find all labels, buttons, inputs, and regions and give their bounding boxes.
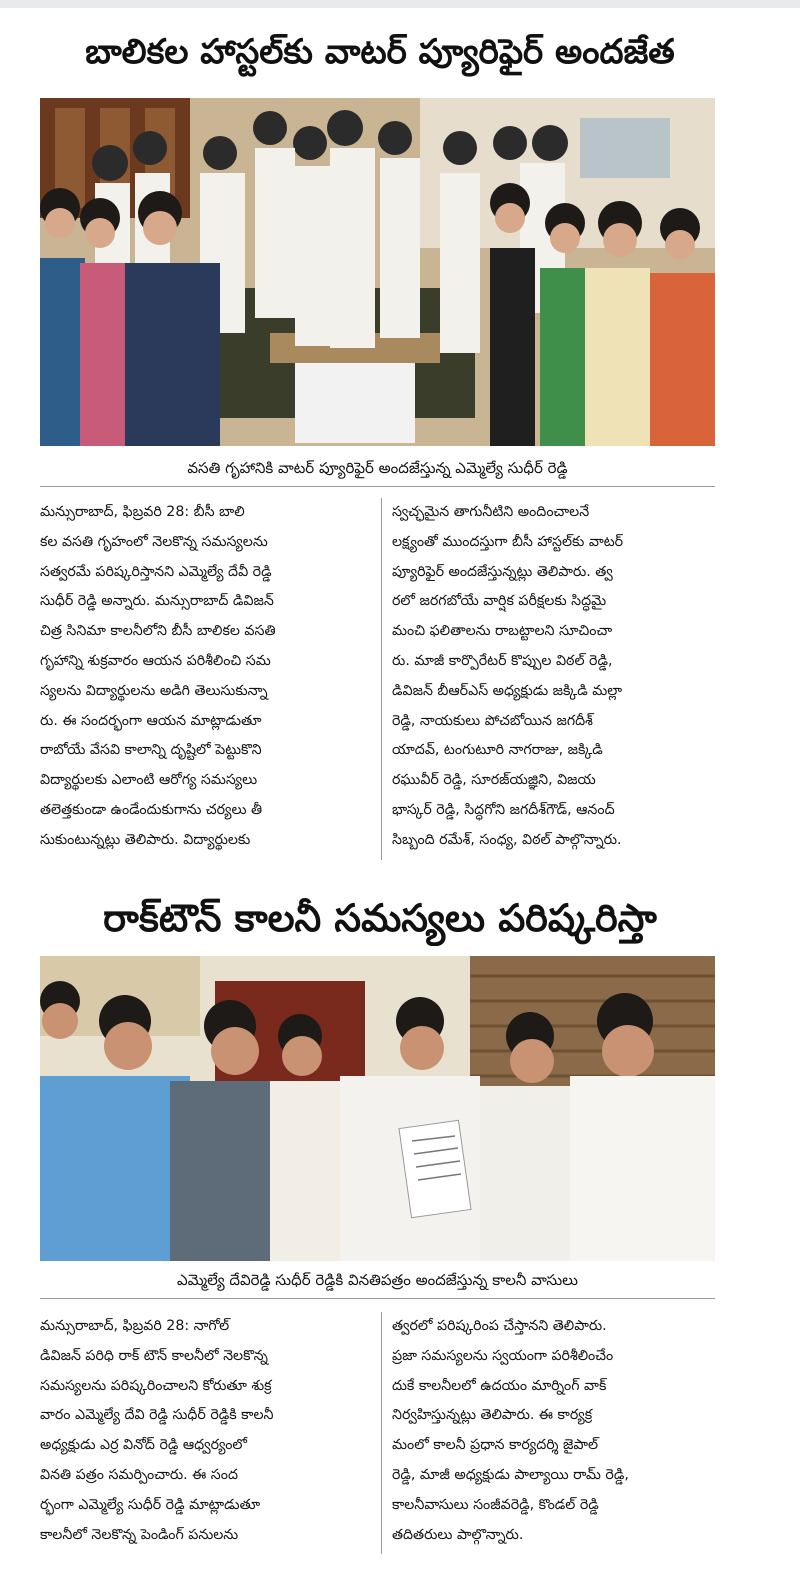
photo-caption-hostel: వసతి గృహానికి వాటర్ ప్యూరిఫైర్ అందజేస్తున్న ఎమ్మెల్యే సుధీర్ రెడ్డి (187, 459, 568, 477)
story1-col1-line: తలెత్తకుండా ఉండేందుకుగాను చర్యలు తీ (40, 801, 263, 818)
story1-col1-line: సుధీర్ రెడ్డి అన్నారు. మన్సురాబాద్ డివిజన్ (40, 593, 274, 610)
story1-column-2 (392, 498, 715, 856)
caption-divider (40, 486, 715, 487)
story1-col2-line: రలో జరగబోయే వార్షిక పరీక్షలకు సిద్ధమై (392, 593, 607, 610)
story2-col1-line: సమస్యలను పరిష్కరించాలని కోరుతూ శుక్ర (40, 1377, 272, 1394)
story2-col2-line: ప్రజా సమస్యలను స్వయంగా పరిశీలించేం (392, 1347, 614, 1364)
story1-col2-line: రఘువీర్ రెడ్డి, సూరజ్‌యజ్ఞిని, విజయ (392, 772, 596, 789)
story1-col1-line: గృహాన్ని శుక్రవారం ఆయన పరిశీలించి సమ (40, 652, 271, 669)
story1-col2-line: రు. మాజీ కార్పొరేటర్ కొప్పుల విఠల్ రెడ్డి, (392, 652, 613, 669)
story1-col1-line: కల వసతి గృహంలో నెలకొన్న సమస్యలను (40, 533, 268, 550)
story1-col2-line: భాస్కర్ రెడ్డి, సిద్ధగోని జగదీశ్‌గౌడ్, ఆనంద్ (392, 801, 615, 818)
caption-divider (40, 1298, 715, 1299)
story2-column-1 (40, 1312, 370, 1550)
photo-hostel-event-image (40, 98, 715, 446)
story1-col1-line: విద్యార్థులకు ఎలాంటి ఆరోగ్య సమస్యలు (40, 772, 258, 789)
story2-col1-line: వారం ఎమ్మెల్యే దేవి రెడ్డి సుధీర్ రెడ్డికి కాలనీ (40, 1407, 274, 1424)
photo-colony-petition-image (40, 956, 715, 1261)
story1-col1-line: సుకుంటున్నట్లు తెలిపారు. విద్యార్థులకు (40, 831, 251, 848)
story2-col2-line: దుకే కాలనీలలో ఉదయం మార్నింగ్ వాక్ (392, 1377, 607, 1394)
story1-col1-line: చిత్ర సినిమా కాలనీలోని బీసీ బాలికల వసతి (40, 623, 276, 640)
story1-col2-line: మంచి ఫలితాలను రాబట్టాలని సూచించా (392, 623, 613, 640)
headline-hostel-water-purifier: బాలికల హాస్టల్‌కు వాటర్ ప్యూరిఫైర్ అందజేత (85, 32, 675, 72)
photo-hostel-event (40, 98, 715, 446)
story1-col2-line: రెడ్డి, నాయకులు పోచబోయిన జగదీశ్ (392, 712, 593, 729)
story1-col2-line: స్వచ్ఛమైన తాగునీటిని అందించాలనే (392, 504, 590, 520)
story2-col2-line: తదితరులు పాల్గొన్నారు. (392, 1526, 524, 1543)
story2-col2-line: కాలనీవాసులు సంజీవరెడ్డి, కొండల్ రెడ్డి (392, 1496, 599, 1513)
story2-col1-line: కాలనీలో నెలకొన్న పెండింగ్ పనులను (40, 1526, 239, 1543)
story1-col1-line: మన్సురాబాద్, ఫిబ్రవరి 28: బీసీ బాలి (40, 504, 245, 520)
story1-col1-line: సత్వరమే పరిష్కరిస్తానని ఎమ్మెల్యే దేవీ రెడ్డి (40, 563, 272, 580)
story2-col1-line: ర్భంగా ఎమ్మెల్యే సుధీర్ రెడ్డి మాట్లాడుతూ (40, 1496, 261, 1513)
top-strip (0, 0, 800, 8)
story2-col1-line: వినతి పత్రం సమర్పించారు. ఈ సంద (40, 1466, 238, 1483)
column-divider (381, 498, 382, 860)
story2-col2-line: రెడ్డి, మాజీ అధ్యక్షుడు పాల్యాయి రామ్ రెడ్డి, (392, 1466, 629, 1483)
photo-colony-petition (40, 956, 715, 1261)
headline-rock-town-colony: రాక్‌టౌన్ కాలనీ సమస్యలు పరిష్కరిస్తా (103, 896, 657, 940)
story1-col1-line: స్యలను విద్యార్థులను అడిగి తెలుసుకున్నా (40, 682, 268, 699)
story2-col2-line: మంలో కాలనీ ప్రధాన కార్యదర్శి జైపాల్ (392, 1437, 599, 1454)
story2-col1-line: మన్సురాబాద్, ఫిబ్రవరి 28: నాగోల్ (40, 1318, 230, 1334)
story2-col1-line: అధ్యక్షుడు ఎర్ర వినోద్ రెడ్డి ఆధ్వర్యంలో (40, 1437, 247, 1454)
story2-col2-line: త్వరలో పరిష్కరింప చేస్తానని తెలిపారు. (392, 1318, 607, 1334)
story1-column-1 (40, 498, 370, 856)
story2-col1-line: డివిజన్ పరిధి రాక్ టౌన్ కాలనీలో నెలకొన్న (40, 1347, 268, 1364)
story2-column-2 (392, 1312, 715, 1550)
story1-col1-line: రాబోయే వేసవి కాలాన్ని దృష్టిలో పెట్టుకొని (40, 742, 262, 759)
column-divider (381, 1312, 382, 1554)
story2-col2-line: నిర్వహిస్తున్నట్లు తెలిపారు. ఈ కార్యక్ర (392, 1407, 593, 1424)
story1-col2-line: డివిజన్ బీఆర్ఎస్ అధ్యక్షుడు జక్కిడి మల్లా (392, 682, 623, 699)
story1-col2-line: యాదవ్, టంగుటూరి నాగరాజు, జక్కిడి (392, 742, 603, 759)
story1-col2-line: సిబ్బంది రమేశ్, సంధ్య, విఠల్ పాల్గొన్నారు. (392, 831, 622, 848)
story1-col1-line: రు. ఈ సందర్భంగా ఆయన మాట్లాడుతూ (40, 712, 262, 729)
story1-col2-line: లక్ష్యంతో ముందస్తుగా బీసీ హాస్టల్‌కు వాటర్ (392, 533, 624, 550)
story1-col2-line: ప్యూరిఫైర్ అందజేస్తున్నట్లు తెలిపారు. త్వ (392, 563, 613, 580)
photo-caption-colony: ఎమ్మెల్యే దేవిరెడ్డి సుధీర్ రెడ్డికి వినతిపత్రం అందజేస్తున్న కాలనీ వాసులు (177, 1271, 578, 1289)
